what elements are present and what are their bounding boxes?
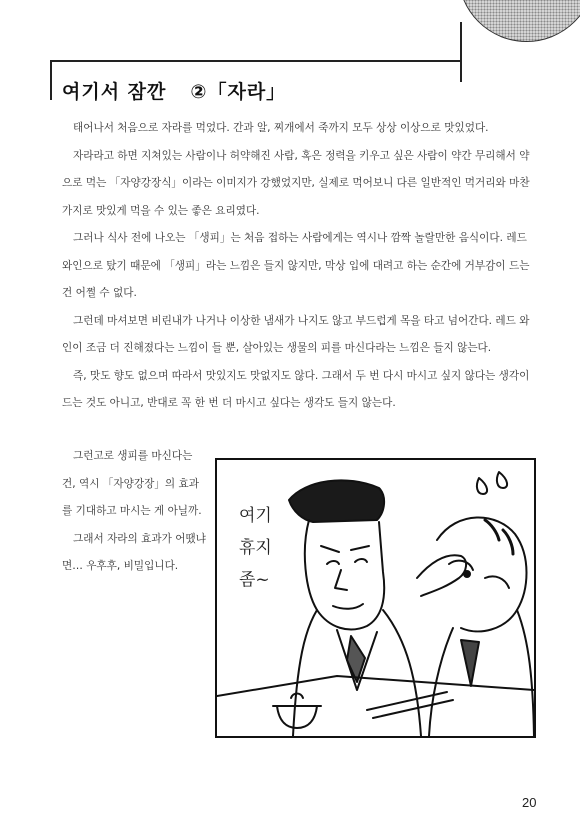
side-text — [62, 443, 207, 581]
corner-decoration-circle — [458, 0, 580, 42]
paragraph: 그래서 자라의 효과가 어땠냐면… 우후후, 비밀입니다. — [62, 532, 206, 572]
paragraph: 태어나서 처음으로 자라를 먹었다. 간과 알, 찌개에서 죽까지 모두 상상 이상으로 맛있었다. — [73, 122, 489, 134]
paragraph: 즉, 맛도 향도 없으며 따라서 맛있지도 맛없지도 않다. 그래서 두 번 다시 마시고 싶지 않다는 생각이 드는 것도 아니고, 반대로 꼭 한 번 더 마시고 싶다는 생각도 들지 않는다. — [62, 369, 530, 409]
comic-illustration — [215, 458, 536, 738]
paragraph: 그러나 식사 전에 나오는 「생피」는 처음 접하는 사람에게는 역시나 깜짝 놀랄만한 음식이다. 레드 와인으로 탔기 때문에 「생피」라는 느낌은 들지 않지만, 막상 입에 대려고 하는 순간에 거부감이 드는 건 어쩔 수 없다. — [62, 232, 530, 299]
speech-bubble-text: 여기 휴지 좀~ — [239, 506, 272, 590]
section-title — [62, 77, 286, 104]
page-number: 20 — [522, 795, 537, 810]
section-number: ②「자라」 — [190, 81, 287, 103]
paragraph: 그런고로 생피를 마신다는 건, 역시 「자양강장」의 효과를 기대하고 마시는 게 아닐까. — [62, 450, 202, 517]
header-frame-line — [50, 60, 460, 62]
section-title-text: 여기서 잠깐 — [62, 81, 167, 103]
paragraph: 자라라고 하면 지쳐있는 사람이나 허약해진 사람, 혹은 정력을 키우고 싶은 사람이 약간 무리해서 약으로 먹는 「자양강장식」이라는 이미지가 강했었지만, 실제로 먹어보니 다른 일반적인 먹거리와 마찬가지로 맛있게 먹을 수 있는 좋은 요리였다. — [62, 149, 530, 217]
paragraph: 그런데 마셔보면 비린내가 나거나 이상한 냄새가 나지도 않고 부드럽게 목을 타고 넘어간다. 레드 와인이 조금 더 진해졌다는 느낌이 들 뿐, 살아있는 생물의 피를 마신다라는 느낌은 들지 않는다. — [62, 314, 530, 354]
header-frame-line-vertical — [460, 22, 462, 82]
body-text — [62, 115, 537, 418]
header-frame-line-left — [50, 60, 52, 100]
